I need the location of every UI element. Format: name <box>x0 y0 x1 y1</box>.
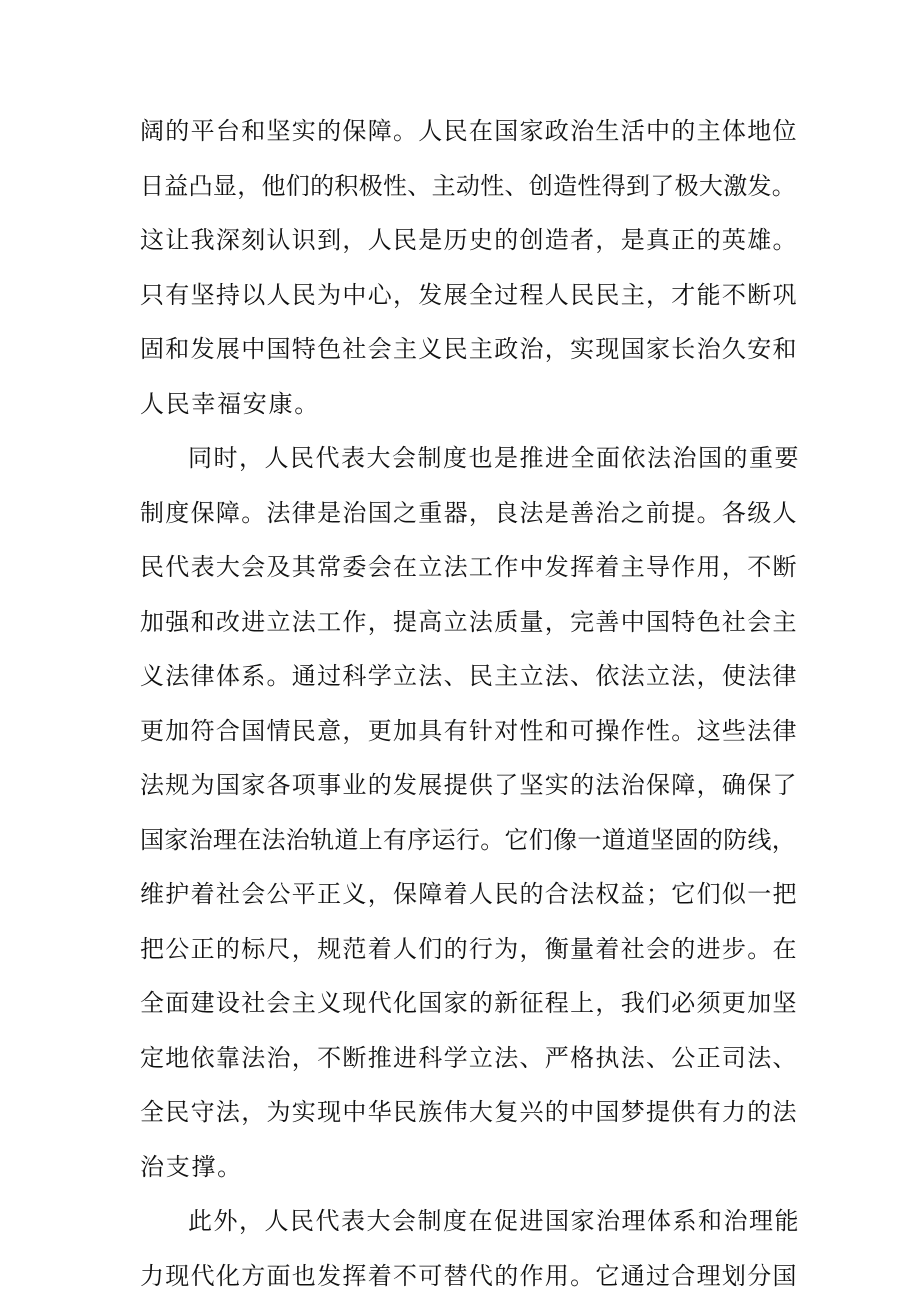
text-line: 义法律体系。通过科学立法、民主立法、依法立法，使法律 <box>140 649 800 704</box>
text-line: 人民幸福安康。 <box>140 377 800 432</box>
text-line: 维护着社会公平正义，保障着人民的合法权益；它们似一把 <box>140 867 800 922</box>
text-line: 阔的平台和坚实的保障。人民在国家政治生活中的主体地位 <box>140 104 800 159</box>
text-line: 把公正的标尺，规范着人们的行为，衡量着社会的进步。在 <box>140 922 800 977</box>
body-text <box>140 104 800 1303</box>
text-line: 治支撑。 <box>140 1140 800 1195</box>
text-line: 法规为国家各项事业的发展提供了坚实的法治保障，确保了 <box>140 758 800 813</box>
text-line: 这让我深刻认识到，人民是历史的创造者，是真正的英雄。 <box>140 213 800 268</box>
text-line: 全面建设社会主义现代化国家的新征程上，我们必须更加坚 <box>140 976 800 1031</box>
text-line: 国家治理在法治轨道上有序运行。它们像一道道坚固的防线， <box>140 813 800 868</box>
text-line: 加强和改进立法工作，提高立法质量，完善中国特色社会主 <box>140 595 800 650</box>
text-line: 全民守法，为实现中华民族伟大复兴的中国梦提供有力的法 <box>140 1085 800 1140</box>
paragraph-first-line: 同时，人民代表大会制度也是推进全面依法治国的重要 <box>140 431 800 486</box>
text-line: 制度保障。法律是治国之重器，良法是善治之前提。各级人 <box>140 486 800 541</box>
text-line: 更加符合国情民意，更加具有针对性和可操作性。这些法律 <box>140 704 800 759</box>
text-line: 只有坚持以人民为中心，发展全过程人民民主，才能不断巩 <box>140 268 800 323</box>
text-line: 民代表大会及其常委会在立法工作中发挥着主导作用，不断 <box>140 540 800 595</box>
text-line: 固和发展中国特色社会主义民主政治，实现国家长治久安和 <box>140 322 800 377</box>
text-line: 定地依靠法治，不断推进科学立法、严格执法、公正司法、 <box>140 1031 800 1086</box>
text-line: 日益凸显，他们的积极性、主动性、创造性得到了极大激发。 <box>140 159 800 214</box>
paragraph-first-line: 此外，人民代表大会制度在促进国家治理体系和治理能 <box>140 1194 800 1249</box>
text-line: 力现代化方面也发挥着不可替代的作用。它通过合理划分国 <box>140 1249 800 1303</box>
